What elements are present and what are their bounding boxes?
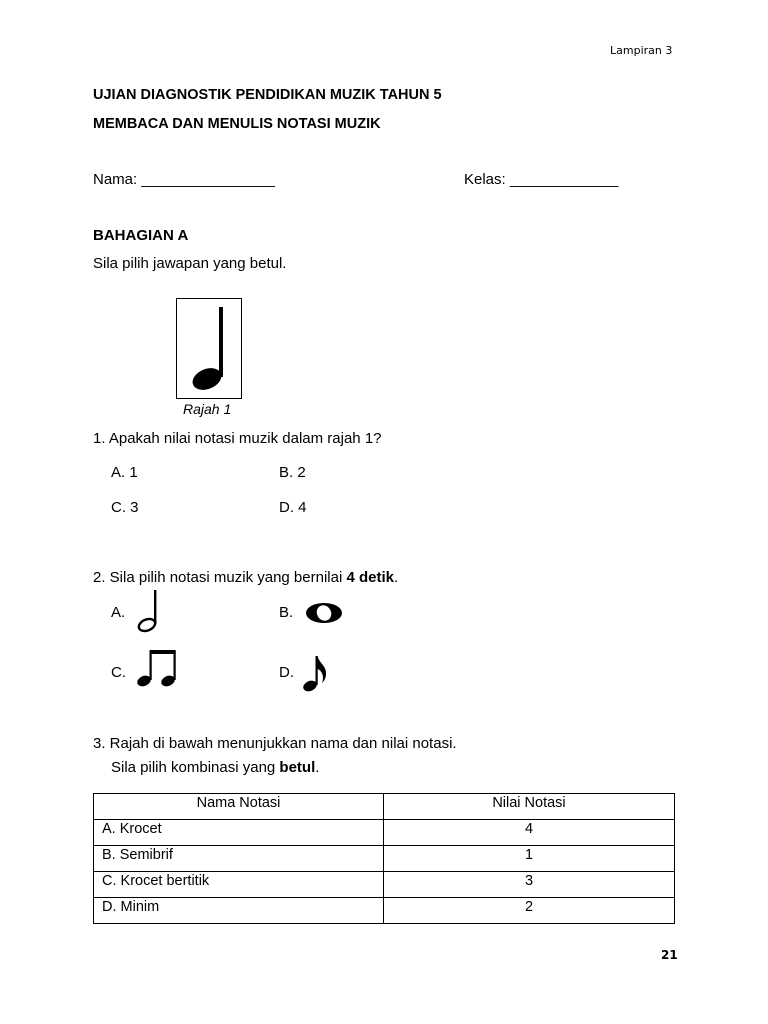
question-2-emphasis: 4 detik [346, 569, 394, 586]
q2-option-a[interactable]: A. [111, 604, 126, 621]
question-2-text-post: . [394, 569, 399, 586]
class-field: Kelas: _____________ [464, 171, 619, 188]
question-3-instruction-pre: Sila pilih kombinasi yang [111, 759, 280, 776]
table-row[interactable] [94, 872, 675, 898]
figure-1-box [176, 298, 242, 399]
table-row[interactable] [94, 898, 675, 924]
q2-option-d[interactable]: D. [279, 664, 294, 681]
table-row[interactable] [94, 846, 675, 872]
question-3-instruction [111, 759, 319, 776]
section-heading: BAHAGIAN A [93, 227, 189, 244]
note-name: A. Krocet [94, 820, 384, 846]
page-subtitle: MEMBACA DAN MENULIS NOTASI MUZIK [93, 116, 381, 132]
q1-option-c[interactable]: C. 3 [111, 499, 139, 516]
question-2-text-pre: 2. Sila pilih notasi muzik yang bernilai [93, 569, 347, 586]
section-instruction: Sila pilih jawapan yang betul. [93, 255, 287, 272]
appendix-label: Lampiran 3 [610, 44, 673, 57]
notation-table [93, 793, 675, 924]
note-value: 2 [384, 898, 675, 924]
name-field: Nama: ________________ [93, 171, 275, 188]
page-title: UJIAN DIAGNOSTIK PENDIDIKAN MUZIK TAHUN 5 [93, 87, 442, 103]
table-header-row [94, 794, 675, 820]
note-name: C. Krocet bertitik [94, 872, 384, 898]
q1-option-d[interactable]: D. 4 [279, 499, 307, 516]
semibreve-note-icon[interactable] [304, 600, 344, 626]
q1-option-a[interactable]: A. 1 [111, 464, 138, 481]
q2-option-b[interactable]: B. [279, 604, 294, 621]
question-3-instruction-post: . [315, 759, 320, 776]
page-number: 21 [661, 948, 678, 962]
header-note-value: Nilai Notasi [384, 794, 675, 820]
figure-caption: Rajah 1 [183, 401, 232, 417]
header-note-name: Nama Notasi [94, 794, 384, 820]
question-1-text: 1. Apakah nilai notasi muzik dalam rajah 1? [93, 430, 382, 447]
note-name: D. Minim [94, 898, 384, 924]
note-name: B. Semibrif [94, 846, 384, 872]
question-3-text: 3. Rajah di bawah menunjukkan nama dan nilai notasi. [93, 735, 457, 752]
note-value: 3 [384, 872, 675, 898]
beamed-quavers-icon[interactable] [136, 648, 180, 690]
note-value: 4 [384, 820, 675, 846]
question-3-emphasis: betul [279, 759, 316, 776]
q1-option-b[interactable]: B. 2 [279, 464, 306, 481]
question-2-text [93, 569, 398, 586]
table-row[interactable] [94, 820, 675, 846]
q2-option-c[interactable]: C. [111, 664, 126, 681]
minim-note-icon[interactable] [136, 588, 162, 634]
quaver-note-icon[interactable] [302, 654, 330, 694]
crotchet-note-icon [177, 299, 241, 398]
note-value: 1 [384, 846, 675, 872]
